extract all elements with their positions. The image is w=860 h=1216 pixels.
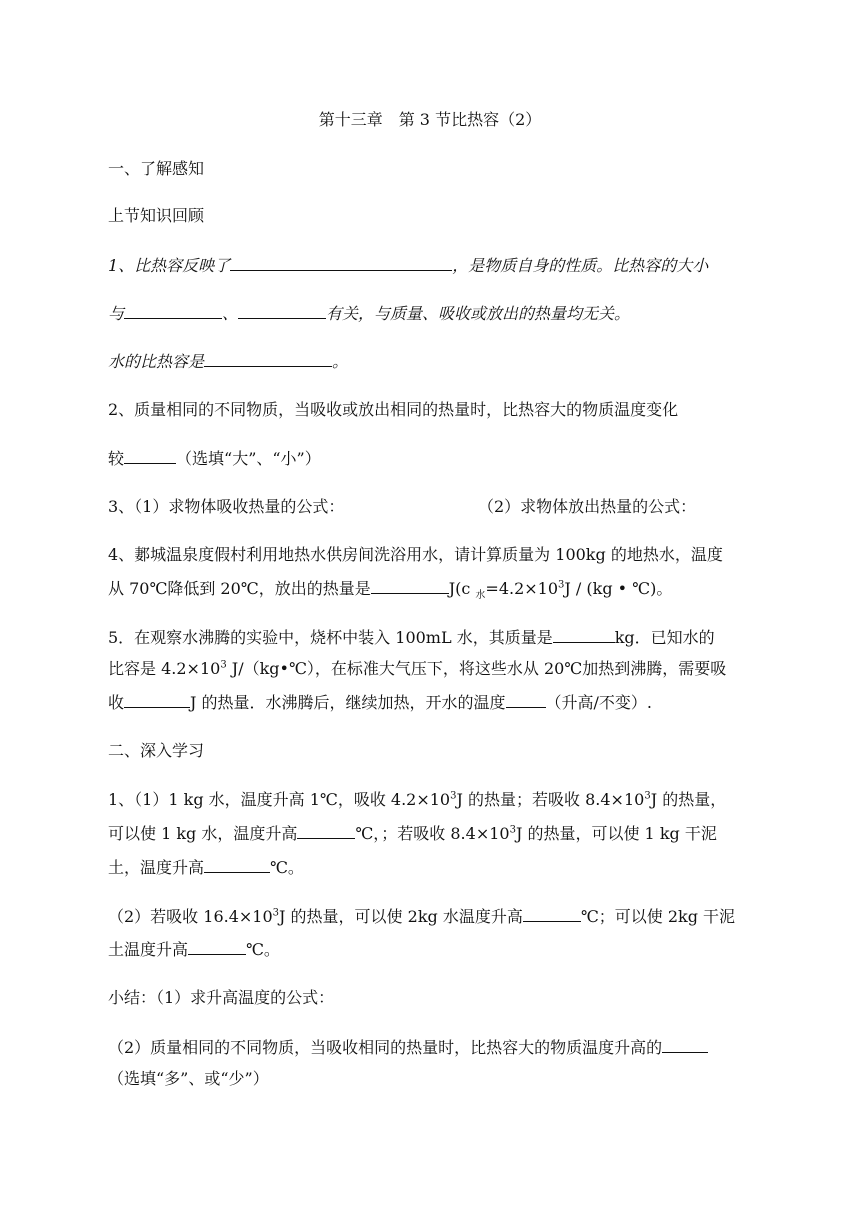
summary-text-b: （2）质量相同的不同物质，当吸收相同的热量时，比热容大的物质温度升高的 [108,1038,663,1057]
q1-text-a: 1、比热容反映了 [108,256,231,275]
q4-text-b: 从 70℃降低到 20℃，放出的热量是 [108,579,371,598]
s2q1-sup-3: 3 [509,824,516,836]
question-3-left: 3、（1）求物体吸收热量的公式： [108,497,345,516]
s2q1-text-a1: 1、（1）1 kg 水，温度升高 1℃，吸收 4.2×10 [108,790,451,809]
question-1-line-3 [108,350,348,373]
s2-question-1-line-1 [108,789,726,811]
question-5-line-2 [108,658,726,680]
q5-text-f: J 的热量．水沸腾后，继续加热，开水的温度 [190,693,506,712]
answer-blank[interactable] [124,691,190,708]
s2q1-sup-2: 3 [644,790,651,802]
page-title: 第十三章 第 3 节比热容（2） [318,110,542,129]
answer-blank[interactable] [238,302,326,319]
q4-superscript: 3 [558,579,565,591]
answer-blank[interactable] [204,350,332,367]
question-2-line-2 [108,447,321,470]
q5-text-b: kg．已知水的 [614,628,715,647]
s2-question-1-line-3 [108,856,304,879]
answer-blank[interactable] [188,938,246,955]
s2-question-1-line-2 [108,822,717,845]
s2q1-text-b2: ℃，；若吸收 8.4×10 [355,824,510,843]
q5-superscript: 3 [220,659,227,671]
q2-text-c: （选填“大”、“小”） [176,449,321,468]
q4-text-c: J(c [448,579,476,598]
section-heading-1: 一、了解感知 [108,159,205,178]
question-5-line-3 [108,691,652,714]
q5-text-d: J/（kg•℃），在标准大气压下，将这些水从 20℃加热到沸腾，需要吸 [226,659,727,678]
s2q12-text-a3: ℃；可以使 2kg 干泥 [580,907,736,926]
answer-blank[interactable] [124,447,176,464]
s2-question-1-2-line-1 [108,905,735,928]
q5-text-g: （升高/不变）. [545,693,653,712]
q1-text-g: 。 [332,352,349,371]
s2q1-text-c1: 土，温度升高 [108,858,205,877]
q5-text-a: 5．在观察水沸腾的实验中，烧杯中装入 100mL 水，其质量是 [108,628,553,647]
s2q1-sup-1: 3 [450,790,457,802]
subheading-review: 上节知识回顾 [108,206,205,225]
answer-blank[interactable] [553,626,615,643]
q1-text-d: 、 [222,304,239,323]
s2q12-text-a1: （2）若吸收 16.4×10 [108,907,273,926]
q4-text-e: J / (kg • ℃)。 [564,579,673,598]
question-4-line-1: 4、郪城温泉度假村利用地热水供房间洗浴用水，请计算质量为 100kg 的地热水，温度 [108,545,723,564]
answer-blank[interactable] [662,1036,708,1053]
s2q12-text-b1: 土温度升高 [108,940,189,959]
s2q1-text-b1: 可以使 1 kg 水，温度升高 [108,824,298,843]
summary-line-1: 小结：（1）求升高温度的公式： [108,988,335,1007]
summary-line-2 [108,1036,708,1059]
question-3-right: （2）求物体放出热量的公式： [478,497,697,516]
q1-text-e: 有关，与质量、吸收或放出的热量均无关。 [326,304,631,323]
s2q12-text-a2: J 的热量，可以使 2kg 水温度升高 [279,907,523,926]
s2q1-text-a2: J 的热量；若吸收 8.4×10 [456,790,645,809]
s2q1-text-a3: J 的热量， [650,790,727,809]
question-2-line-1: 2、质量相同的不同物质，当吸收或放出相同的热量时，比热容大的物质温度变化 [108,400,679,419]
q1-text-f: 水的比热容是 [108,352,205,371]
s2q12-text-b2: ℃。 [246,940,280,959]
answer-blank[interactable] [523,905,581,922]
section-heading-2: 二、深入学习 [108,741,205,760]
answer-blank[interactable] [204,856,270,873]
question-1-line-2 [108,302,630,325]
q2-text-b: 较 [108,449,125,468]
q1-text-c: 与 [108,304,125,323]
answer-blank[interactable] [297,822,355,839]
question-1-line-1 [108,254,708,277]
answer-blank[interactable] [371,577,449,594]
s2q1-text-b3: J 的热量，可以使 1 kg 干泥 [515,824,717,843]
q4-text-d: =4.2×10 [485,579,559,598]
answer-blank[interactable] [124,302,222,319]
q5-text-c: 比容是 4.2×10 [108,659,221,678]
question-5-line-1 [108,626,715,649]
q1-text-b: ，是物质自身的性质。比热容的大小 [452,256,709,275]
question-4-line-2 [108,577,672,600]
s2-question-1-2-line-2 [108,938,280,961]
answer-blank[interactable] [506,691,546,708]
q4-subscript-water: 水 [475,590,486,602]
summary-line-3: （选填“多”、或“少”） [108,1069,269,1088]
s2q1-text-c2: ℃。 [270,858,304,877]
s2q12-sup: 3 [272,907,280,919]
answer-blank[interactable] [230,254,452,271]
q5-text-e: 收 [108,693,125,712]
